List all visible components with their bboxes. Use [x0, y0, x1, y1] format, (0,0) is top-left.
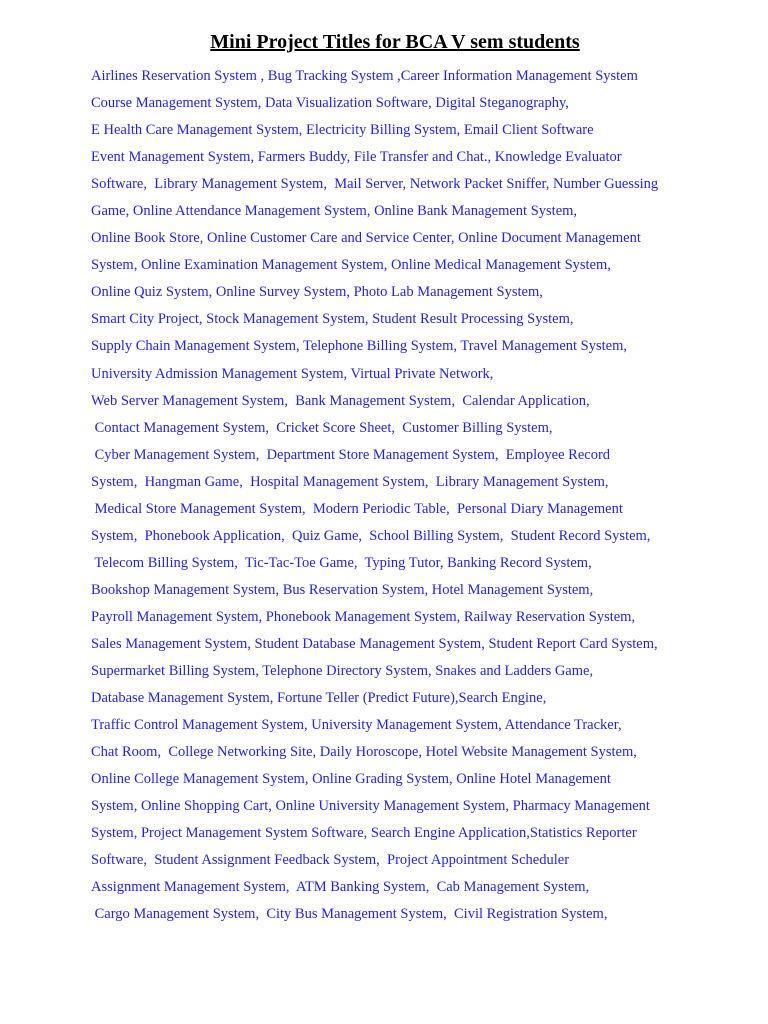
text-line: System, Phonebook Application, Quiz Game, School Billing System, Student Record System, — [91, 527, 651, 544]
text-line: Bookshop Management System, Bus Reservation System, Hotel Management System, — [91, 581, 594, 598]
text-line: Event Management System, Farmers Buddy, File Transfer and Chat., Knowledge Evaluator — [91, 149, 622, 166]
text-line: Medical Store Management System, Modern Periodic Table, Personal Diary Management — [91, 500, 623, 517]
text-line: Assignment Management System, ATM Banking System, Cab Management System, — [91, 879, 590, 896]
text-line: Cyber Management System, Department Store Management System, Employee Record — [91, 446, 611, 463]
text-line: Contact Management System, Cricket Score Sheet, Customer Billing System, — [91, 419, 553, 436]
text-line: Online Quiz System, Online Survey System, Photo Lab Management System, — [91, 284, 543, 301]
page-title: Mini Project Titles for BCA V sem students — [210, 31, 580, 53]
text-line: System, Online Shopping Cart, Online University Management System, Pharmacy Management — [91, 798, 650, 815]
text-line: Database Management System, Fortune Teller (Predict Future),Search Engine, — [91, 690, 547, 707]
text-line: Smart City Project, Stock Management System, Student Result Processing System, — [91, 311, 574, 328]
text-line: Web Server Management System, Bank Management System, Calendar Application, — [91, 392, 590, 409]
text-line: Sales Management System, Student Database Management System, Student Report Card System, — [91, 635, 658, 652]
text-line: Cargo Management System, City Bus Management System, Civil Registration System, — [91, 906, 608, 923]
text-line: Online Book Store, Online Customer Care and Service Center, Online Document Management — [91, 230, 641, 247]
text-line: Game, Online Attendance Management System, Online Bank Management System, — [91, 203, 578, 220]
text-line: Course Management System, Data Visualization Software, Digital Steganography, — [91, 95, 569, 112]
text-line: Software, Student Assignment Feedback System, Project Appointment Scheduler — [91, 852, 570, 869]
project-title-list — [91, 63, 751, 929]
text-line: Supply Chain Management System, Telephone Billing System, Travel Management System, — [91, 338, 627, 355]
text-line: Software, Library Management System, Mail Server, Network Packet Sniffer, Number Guessing — [91, 176, 659, 193]
text-line: System, Project Management System Software, Search Engine Application,Statistics Reporter — [91, 825, 637, 842]
text-line: Traffic Control Management System, University Management System, Attendance Tracker, — [91, 717, 622, 734]
text-line: Telecom Billing System, Tic-Tac-Toe Game, Typing Tutor, Banking Record System, — [91, 554, 592, 571]
text-line: System, Hangman Game, Hospital Management System, Library Management System, — [91, 473, 609, 490]
text-line: Online College Management System, Online Grading System, Online Hotel Management — [91, 771, 611, 788]
text-line: Chat Room, College Networking Site, Daily Horoscope, Hotel Website Management System, — [91, 744, 637, 761]
text-line: System, Online Examination Management System, Online Medical Management System, — [91, 257, 611, 274]
text-line: E Health Care Management System, Electricity Billing System, Email Client Software — [91, 122, 594, 139]
text-line: Airlines Reservation System , Bug Tracking System ,Career Information Management System — [91, 68, 638, 84]
text-line: University Admission Management System, Virtual Private Network, — [91, 365, 494, 382]
text-line: Payroll Management System, Phonebook Management System, Railway Reservation System, — [91, 608, 636, 625]
text-line: Supermarket Billing System, Telephone Directory System, Snakes and Ladders Game, — [91, 663, 594, 680]
